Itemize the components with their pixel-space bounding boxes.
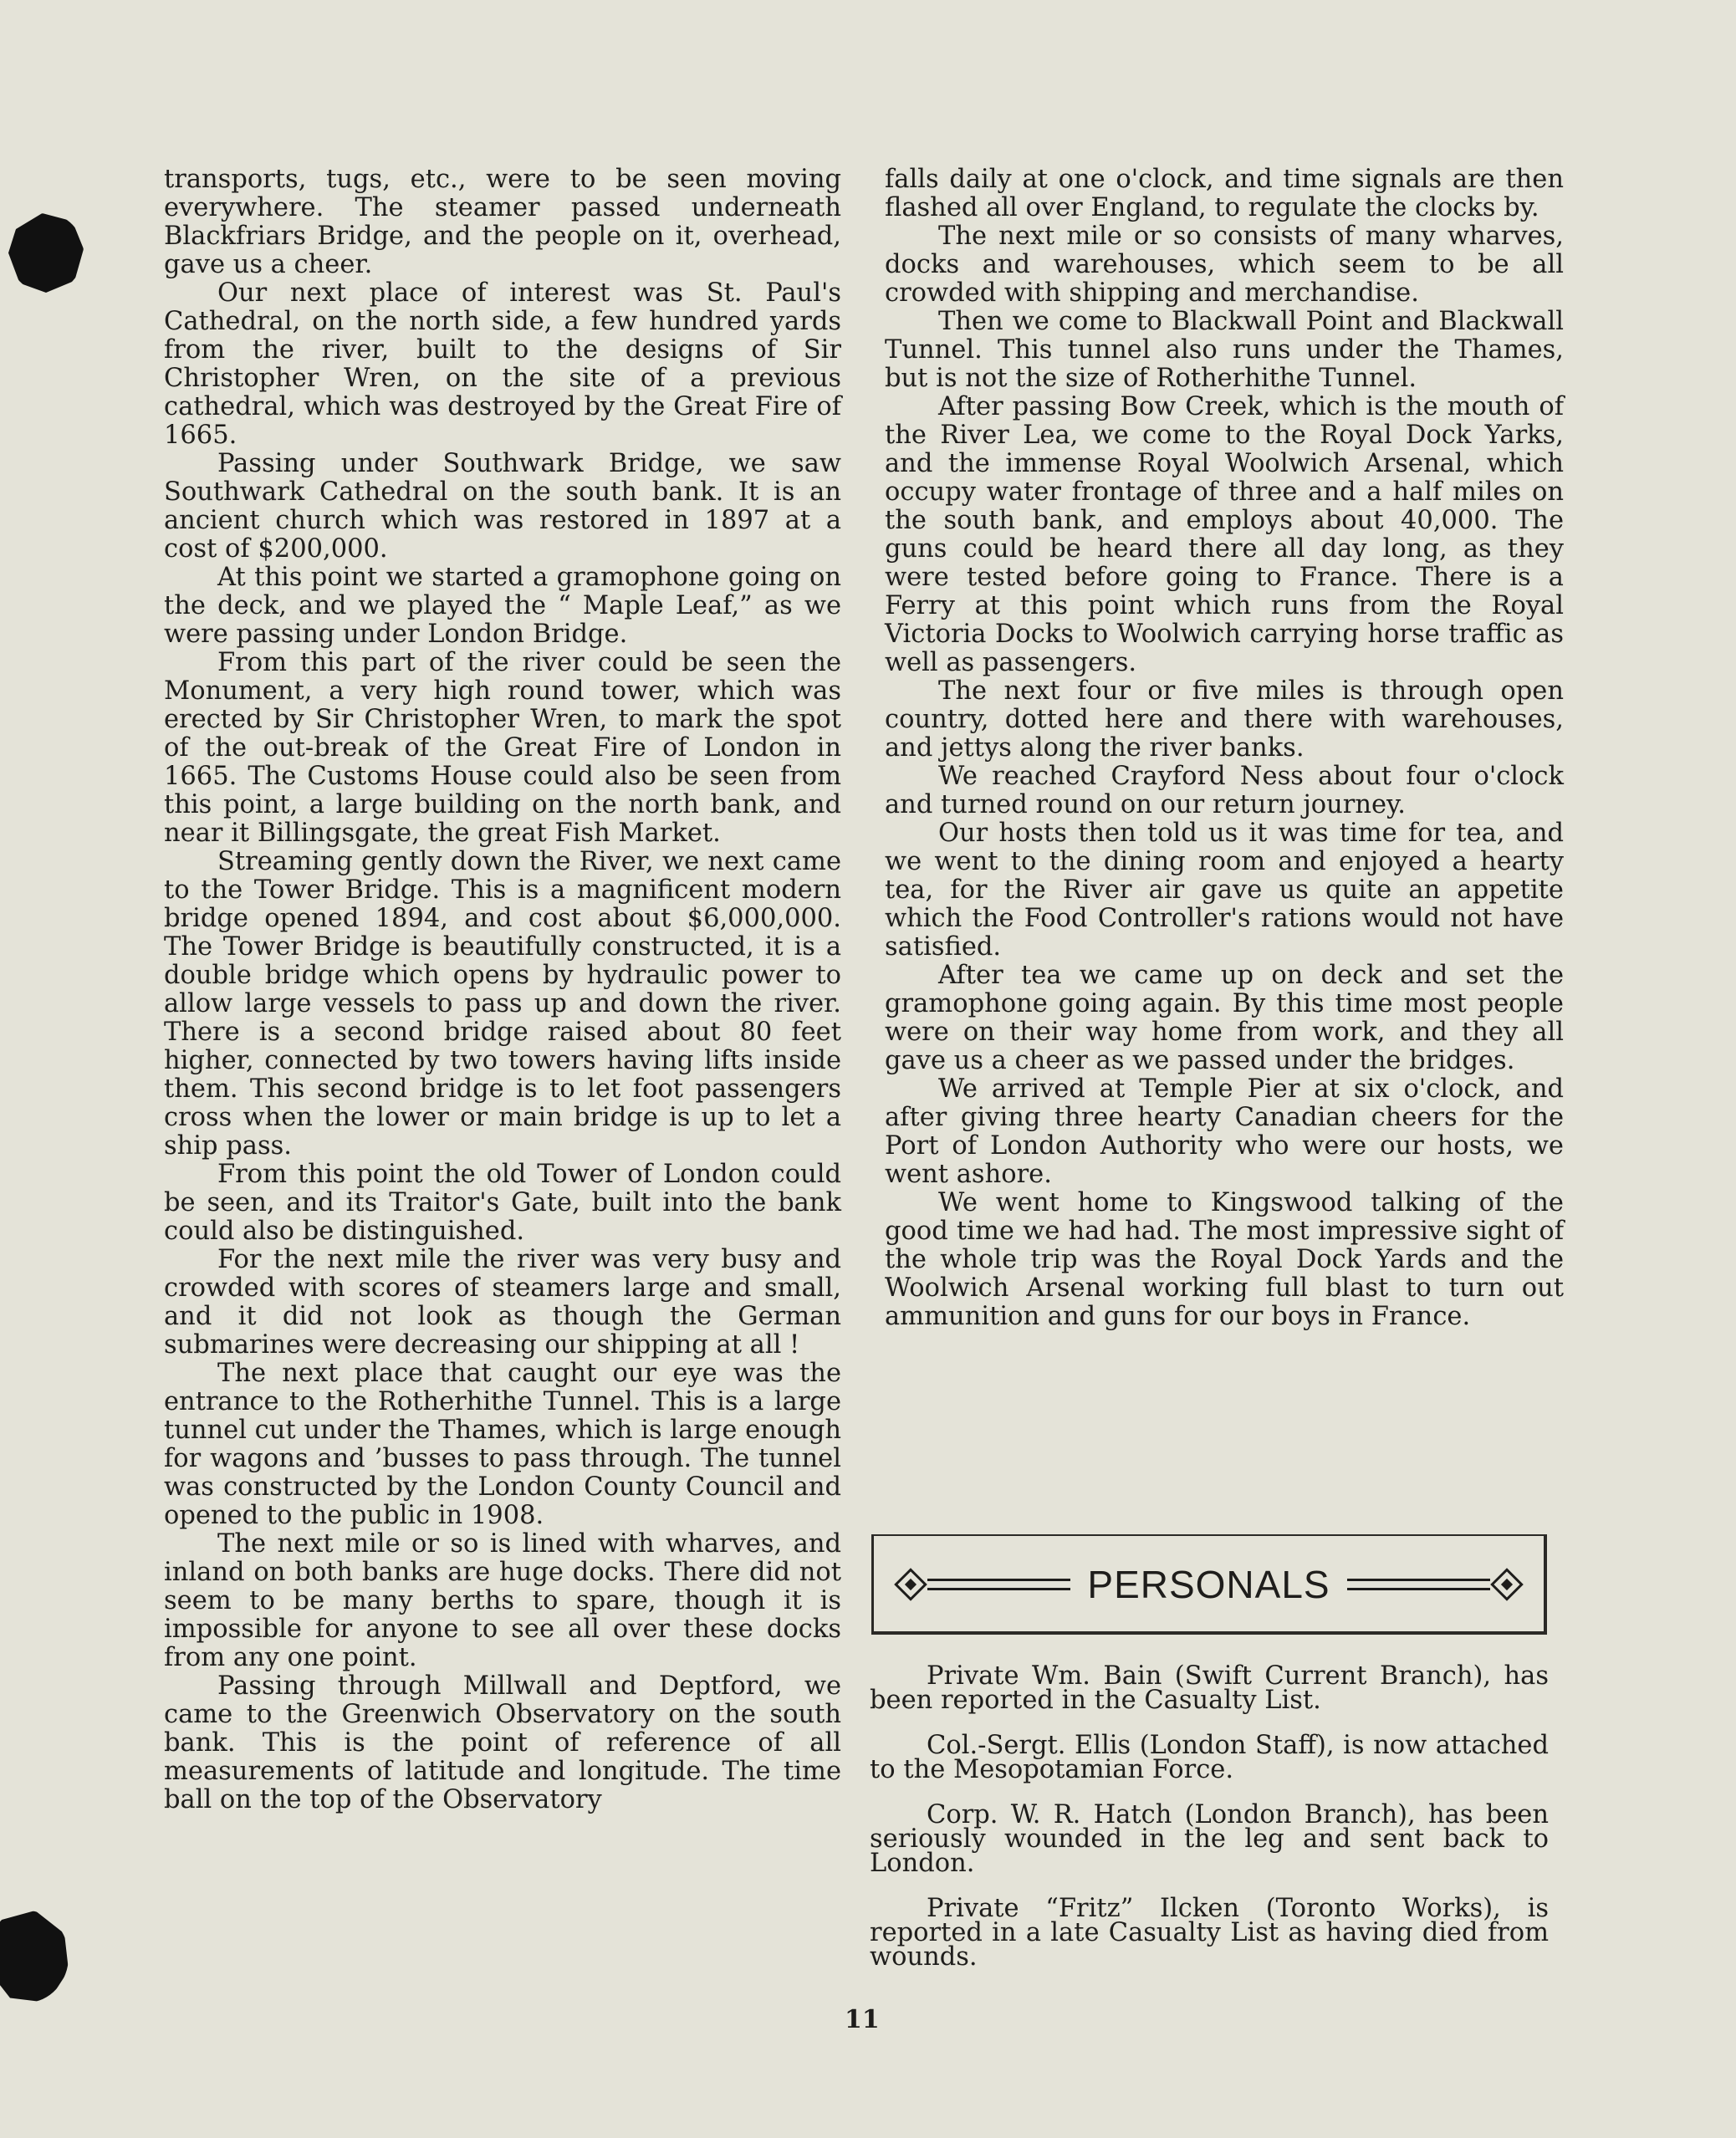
paragraph: Then we come to Blackwall Point and Blackwall Tunnel. This tunnel also runs under the Thames, but is not the size of Rotherhithe Tunnel. [885,307,1564,393]
paragraph: Streaming gently down the River, we next came to the Tower Bridge. This is a magnificent modern bridge opened 1894, and cost about $6,000,000. The Tower Bridge is beautifully constructed, it is a double bridge which opens by hydraulic power to allow large vessels to pass up and down the river. There is a second bridge raised about 80 feet higher, connected by two towers having lifts inside them. This second bridge is to let foot passengers cross when the lower or main bridge is up to let a ship pass. [164,847,841,1161]
paragraph: The next four or five miles is through open country, dotted here and there with warehouses, and jettys along the river banks. [885,676,1564,763]
paragraph: We arrived at Temple Pier at six o'clock, and after giving three hearty Canadian cheers for the Port of London Authority who were our hosts, we went ashore. [885,1074,1564,1189]
personal-item: Corp. W. R. Hatch (London Branch), has been seriously wounded in the leg and sent back to London. [870,1800,1549,1878]
paragraph: The next mile or so is lined with wharves, and inland on both banks are huge docks. There did not seem to be many berths to spare, though it is impossible for anyone to see all over these docks from any one point. [164,1529,841,1672]
paragraph: After tea we came up on deck and set the gramophone going again. By this time most people were on their way home from work, and they all gave us a cheer as we passed under the bridges. [885,961,1564,1075]
paragraph: Our hosts then told us it was time for tea, and we went to the dining room and enjoyed a hearty tea, for the River air gave us quite an appetite which the Food Controller's rations would not have satisfied. [885,819,1564,962]
page-number: 11 [845,2005,880,2034]
personals-header [899,1561,1519,1608]
paragraph: transports, tugs, etc., were to be seen moving everywhere. The steamer passed underneath Blackfriars Bridge, and the people on it, overhead, gave us a cheer. [164,165,841,279]
paragraph: The next place that caught our eye was the entrance to the Rotherhithe Tunnel. This is a large tunnel cut under the Thames, which is large enough for wagons and ’busses to pass through. The tunnel was constructed by the London County Council and opened to the public in 1908. [164,1359,842,1530]
double-rule [1347,1579,1490,1590]
paragraph: After passing Bow Creek, which is the mouth of the River Lea, we come to the Royal Dock Yarks, and the immense Royal Woolwich Arsenal, which occupy water frontage of three and a half miles on the south bank, and employs about 40,000. The guns could be heard there all day long, as they were tested before going to France. There is a Ferry at this point which runs from the Royal Victoria Docks to Woolwich carrying horse traffic as well as passengers. [885,392,1564,677]
paragraph: We reached Crayford Ness about four o'clock and turned round on our return journey. [885,762,1564,819]
paragraph: We went home to Kingswood talking of the good time we had had. The most impressive sight of the whole trip was the Royal Dock Yards and the Woolwich Arsenal working full blast to turn out ammunition and guns for our boys in France. [885,1188,1564,1331]
paragraph: Passing under Southwark Bridge, we saw Southwark Cathedral on the south bank. It is an ancient church which was restored in 1897 at a cost of $200,000. [164,449,841,564]
personals-header-box [871,1534,1547,1635]
paragraph: For the next mile the river was very busy and crowded with scores of steamers large and small, and it did not look as though the German submarines were decreasing our shipping at all ! [164,1245,841,1360]
personals-list [870,1661,1549,1990]
diamond-ornament-icon [1490,1568,1524,1601]
binder-hole-top [8,213,84,293]
right-column [885,166,1564,1331]
left-column [164,166,841,1814]
section-title: PERSONALS [1087,1563,1330,1606]
personal-item: Private “Fritz” Ilcken (Toronto Works), is reported in a late Casualty List as having died from wounds. [870,1894,1549,1972]
diamond-ornament-icon [894,1568,927,1601]
personal-item: Private Wm. Bain (Swift Current Branch), has been reported in the Casualty List. [870,1661,1549,1715]
binder-hole-bottom [0,1911,69,2003]
paragraph: From this point the old Tower of London could be seen, and its Traitor's Gate, built into the bank could also be distinguished. [164,1160,841,1246]
paragraph: Passing through Millwall and Deptford, we came to the Greenwich Observatory on the south bank. This is the point of reference of all measurements of latitude and longitude. The time ball on the top of the Observatory [164,1671,841,1814]
paragraph: falls daily at one o'clock, and time signals are then flashed all over England, to regulate the clocks by. [885,165,1564,222]
paragraph: At this point we started a gramophone going on the deck, and we played the “ Maple Leaf,” as we were passing under London Bridge. [164,563,841,649]
paragraph: Our next place of interest was St. Paul's Cathedral, on the north side, a few hundred yards from the river, built to the designs of Sir Christopher Wren, on the site of a previous cathedral, which was destroyed by the Great Fire of 1665. [164,278,841,450]
paragraph: From this part of the river could be seen the Monument, a very high round tower, which was erected by Sir Christopher Wren, to mark the spot of the out-break of the Great Fire of London in 1665. The Customs House could also be seen from this point, a large building on the north bank, and near it Billingsgate, the great Fish Market. [164,648,841,848]
personal-item: Col.-Sergt. Ellis (London Staff), is now attached to the Mesopotamian Force. [870,1731,1549,1784]
double-rule [927,1579,1070,1590]
paragraph: The next mile or so consists of many wharves, docks and warehouses, which seem to be all crowded with shipping and merchandise. [885,222,1564,308]
